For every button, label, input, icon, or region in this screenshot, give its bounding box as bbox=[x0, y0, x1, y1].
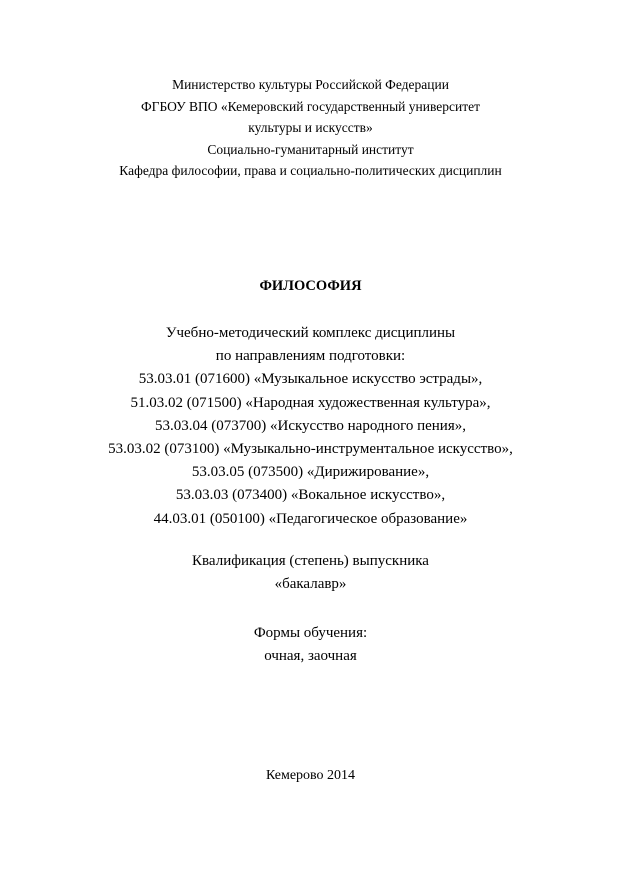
direction-line: 53.03.01 (071600) «Музыкальное искусство эстрады», bbox=[138, 371, 483, 388]
direction-line: 53.03.03 (073400) «Вокальное искусство», bbox=[175, 487, 446, 504]
study-forms-label: Формы обучения: bbox=[253, 625, 368, 641]
city-year: Кемерово 2014 bbox=[265, 768, 356, 783]
department-line: Кафедра философии, права и социально-политических дисциплин bbox=[119, 163, 502, 178]
desc-line: Учебно-методический комплекс дисциплины bbox=[165, 325, 456, 341]
study-forms-value: очная, заочная bbox=[264, 648, 357, 664]
direction-line: 53.03.02 (073100) «Музыкально-инструментальное искусство», bbox=[108, 441, 513, 458]
description-block bbox=[0, 322, 621, 531]
university-line: ФГБОУ ВПО «Кемеровский государственный университет bbox=[140, 98, 481, 114]
title-text: ФИЛОСОФИЯ bbox=[259, 278, 362, 294]
direction-line: 53.03.05 (073500) «Дирижирование», bbox=[191, 464, 430, 481]
desc-line: по направлениям подготовки: bbox=[215, 348, 406, 365]
direction-line: 51.03.02 (071500) «Народная художественная культура», bbox=[130, 394, 491, 411]
institution-header bbox=[0, 74, 621, 182]
study-forms-block bbox=[0, 622, 621, 668]
institute-line: Социально-гуманитарный институт bbox=[207, 141, 414, 157]
direction-line: 44.03.01 (050100) «Педагогическое образование» bbox=[153, 510, 468, 527]
university-line-cont: культуры и искусств» bbox=[248, 120, 373, 135]
qualification-block bbox=[0, 550, 621, 596]
qualification-value: «бакалавр» bbox=[274, 576, 347, 592]
direction-line: 53.03.04 (073700) «Искусство народного пения», bbox=[155, 417, 466, 434]
ministry-line: Министерство культуры Российской Федерации bbox=[172, 77, 449, 92]
qualification-label: Квалификация (степень) выпускника bbox=[192, 553, 429, 569]
footer bbox=[0, 766, 621, 786]
document-title bbox=[0, 275, 621, 297]
